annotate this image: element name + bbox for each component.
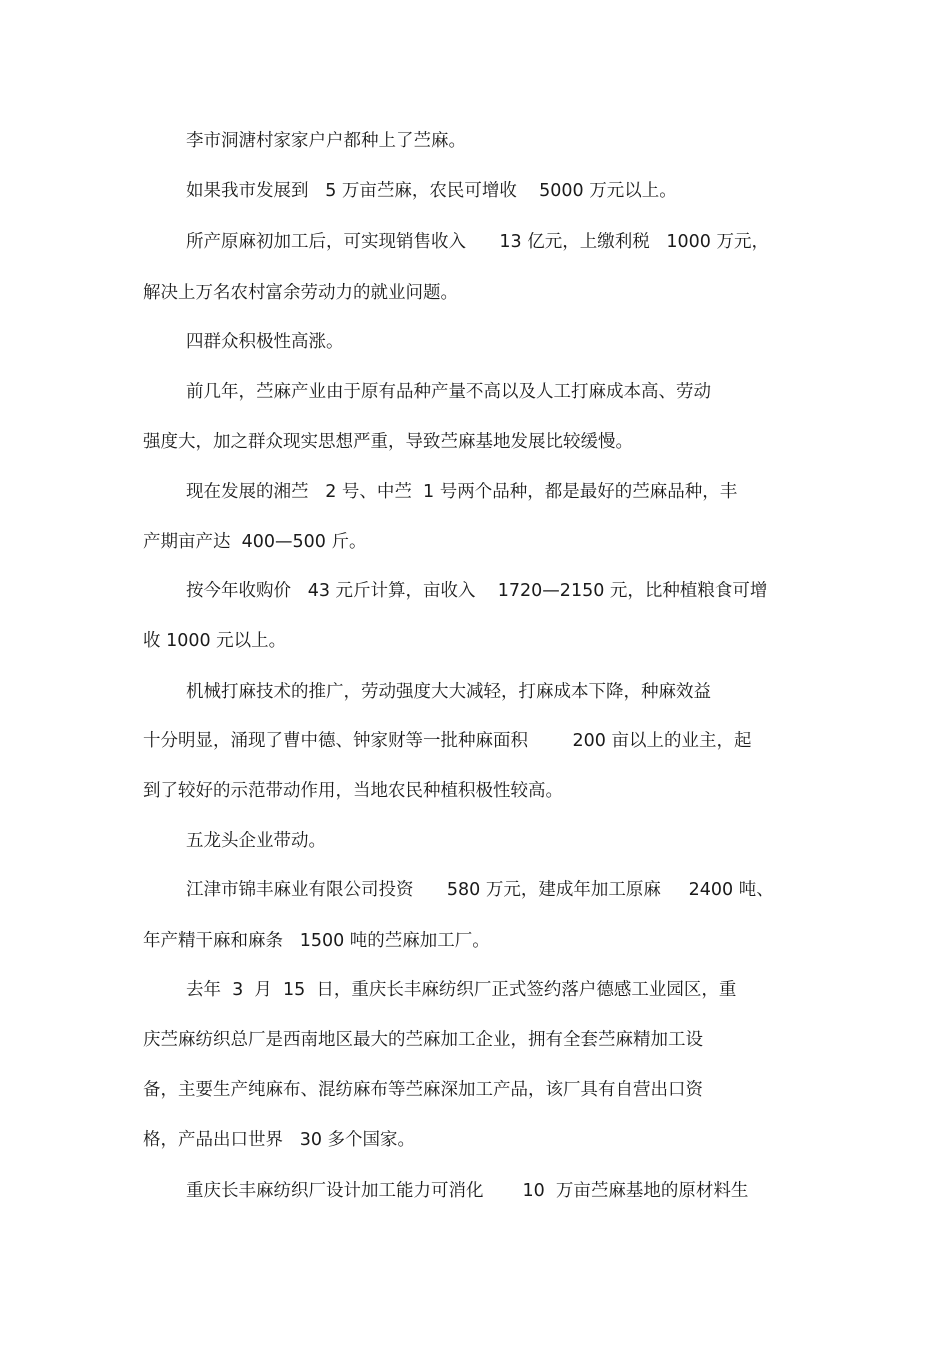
text-line-4: 解决上万名农村富余劳动力的就业问题。 — [143, 283, 458, 303]
text-line-21: 格，产品出口世界 30 多个国家。 — [143, 1130, 416, 1150]
text-line-3: 所产原麻初加工后，可实现销售收入 13 亿元，上缴利税 1000 万元， — [186, 232, 769, 252]
text-line-19: 庆苎麻纺织总厂是西南地区最大的苎麻加工企业，拥有全套苎麻精加工设 — [143, 1030, 703, 1050]
text-line-1: 李市洞溏村家家户户都种上了苎麻。 — [186, 131, 466, 151]
text-line-18: 去年 3 月 15 日，重庆长丰麻纺织厂正式签约落户德感工业园区，重 — [186, 980, 737, 1000]
text-line-13: 十分明显，涌现了曹中德、钟家财等一批种麻面积 200 亩以上的业主，起 — [143, 731, 752, 751]
text-line-11: 收 1000 元以上。 — [143, 631, 287, 651]
text-line-16: 江津市锦丰麻业有限公司投资 580 万元，建成年加工原麻 2400 吨、 — [186, 880, 774, 900]
text-line-8: 现在发展的湘苎 2 号、中苎 1 号两个品种，都是最好的苎麻品种，丰 — [186, 482, 738, 502]
text-line-12: 机械打麻技术的推广，劳动强度大大减轻，打麻成本下降，种麻效益 — [186, 682, 711, 702]
text-line-9: 产期亩产达 400—500 斤。 — [143, 532, 367, 552]
text-line-7: 强度大，加之群众现实思想严重，导致苎麻基地发展比较缓慢。 — [143, 432, 633, 452]
text-line-15: 五龙头企业带动。 — [186, 831, 326, 851]
text-line-17: 年产精干麻和麻条 1500 吨的苎麻加工厂。 — [143, 931, 490, 951]
text-line-14: 到了较好的示范带动作用，当地农民种植积极性较高。 — [143, 781, 563, 801]
text-line-2: 如果我市发展到 5 万亩苎麻，农民可增收 5000 万元以上。 — [186, 181, 677, 201]
text-line-6: 前几年，苎麻产业由于原有品种产量不高以及人工打麻成本高、劳动 — [186, 382, 711, 402]
text-line-10: 按今年收购价 43 元斤计算，亩收入 1720—2150 元，比种植粮食可增 — [186, 581, 768, 601]
text-line-20: 备，主要生产纯麻布、混纺麻布等苎麻深加工产品，该厂具有自营出口资 — [143, 1080, 703, 1100]
text-line-5: 四群众积极性高涨。 — [186, 332, 344, 352]
text-line-22: 重庆长丰麻纺织厂设计加工能力可消化 10 万亩苎麻基地的原材料生 — [186, 1181, 749, 1201]
